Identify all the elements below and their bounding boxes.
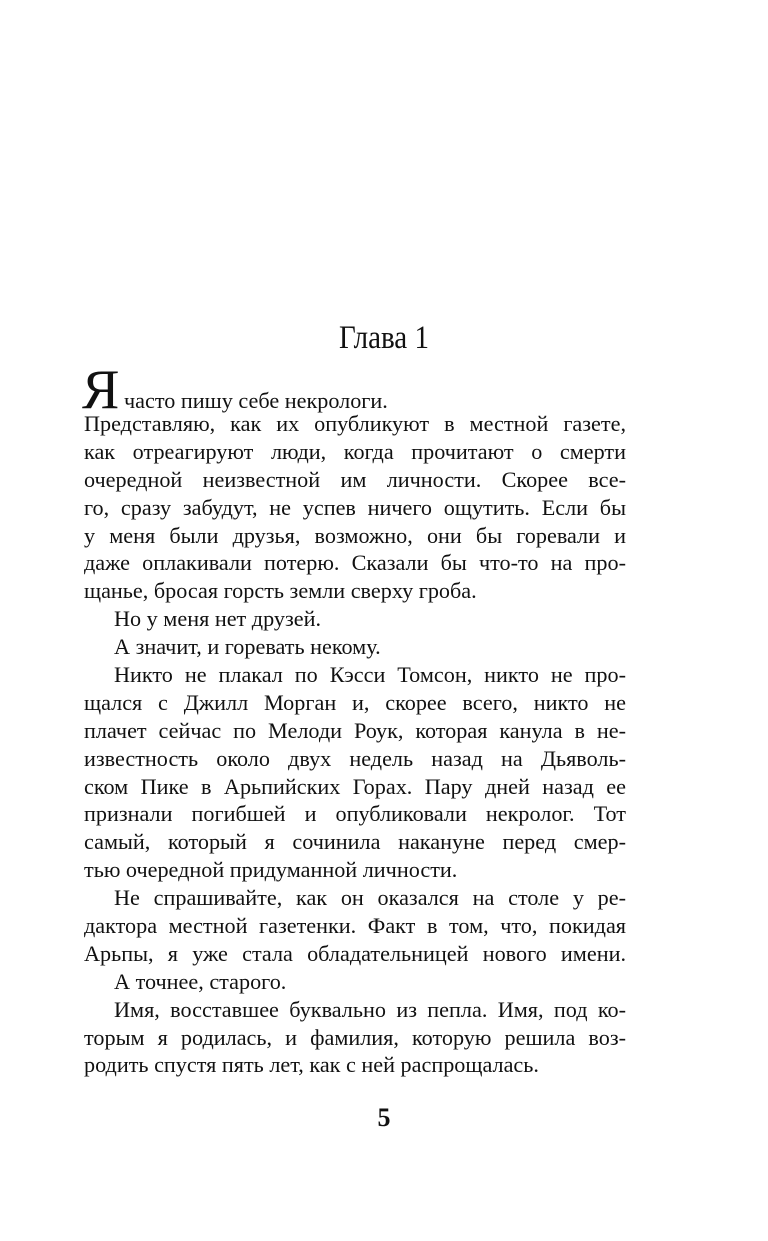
text-line: Арьпы, я уже стала обладательницей нового имени. — [84, 940, 626, 966]
text-line: А значит, и горевать некому. — [114, 634, 381, 660]
text-line: даже оплакивали потерю. Сказали бы что-то на про- — [84, 550, 626, 576]
text-line: тью очередной придуманной личности. — [84, 857, 458, 883]
text-line: известность около двух недель назад на Дьяволь- — [84, 745, 626, 771]
text-line: Никто не плакал по Кэсси Томсон, никто не про- — [114, 662, 626, 688]
text-line: Не спрашивайте, как он оказался на столе у ре- — [114, 885, 626, 911]
text-line: как отреагируют люди, когда прочитают о смерти — [84, 438, 626, 464]
text-line: дактора местной газетенки. Факт в том, что, покидая — [84, 913, 626, 939]
text-line: Представляю, как их опубликуют в местной газете, — [84, 411, 626, 436]
drop-cap: Я — [82, 359, 120, 421]
text-line: очередной неизвестной им личности. Скорее все- — [84, 466, 626, 492]
chapter-text — [82, 359, 626, 1079]
text-line: торым я родилась, и фамилия, которую решила воз- — [84, 1024, 626, 1050]
text-line: самый, который я сочинила накануне перед смер- — [84, 829, 626, 855]
chapter-title: Глава 1 — [338, 320, 429, 356]
text-line: щанье, бросая горсть земли сверху гроба. — [84, 578, 477, 604]
text-line: ском Пике в Арьпийских Горах. Пару дней назад ее — [84, 773, 626, 799]
text-line: щался с Джилл Морган и, скорее всего, никто не — [84, 689, 626, 715]
text-line: Но у меня нет друзей. — [114, 606, 322, 632]
text-line: го, сразу забудут, не успев ничего ощутить. Если бы — [84, 494, 626, 520]
text-line: Имя, восставшее буквально из пепла. Имя, под ко- — [114, 996, 626, 1022]
page-number: 5 — [377, 1103, 391, 1132]
text-line: родить спустя пять лет, как с ней распрощалась. — [84, 1052, 539, 1078]
text-line: у меня были друзья, возможно, они бы горевали и — [84, 522, 626, 548]
first-line — [82, 359, 626, 421]
text-line: плачет сейчас по Мелоди Роук, которая канула в не- — [84, 717, 626, 743]
text-line: А точнее, старого. — [114, 968, 287, 994]
first-line-text: часто пишу себе некрологи. — [124, 388, 388, 413]
text-line: признали погибшей и опубликовали некролог. Тот — [84, 801, 626, 827]
